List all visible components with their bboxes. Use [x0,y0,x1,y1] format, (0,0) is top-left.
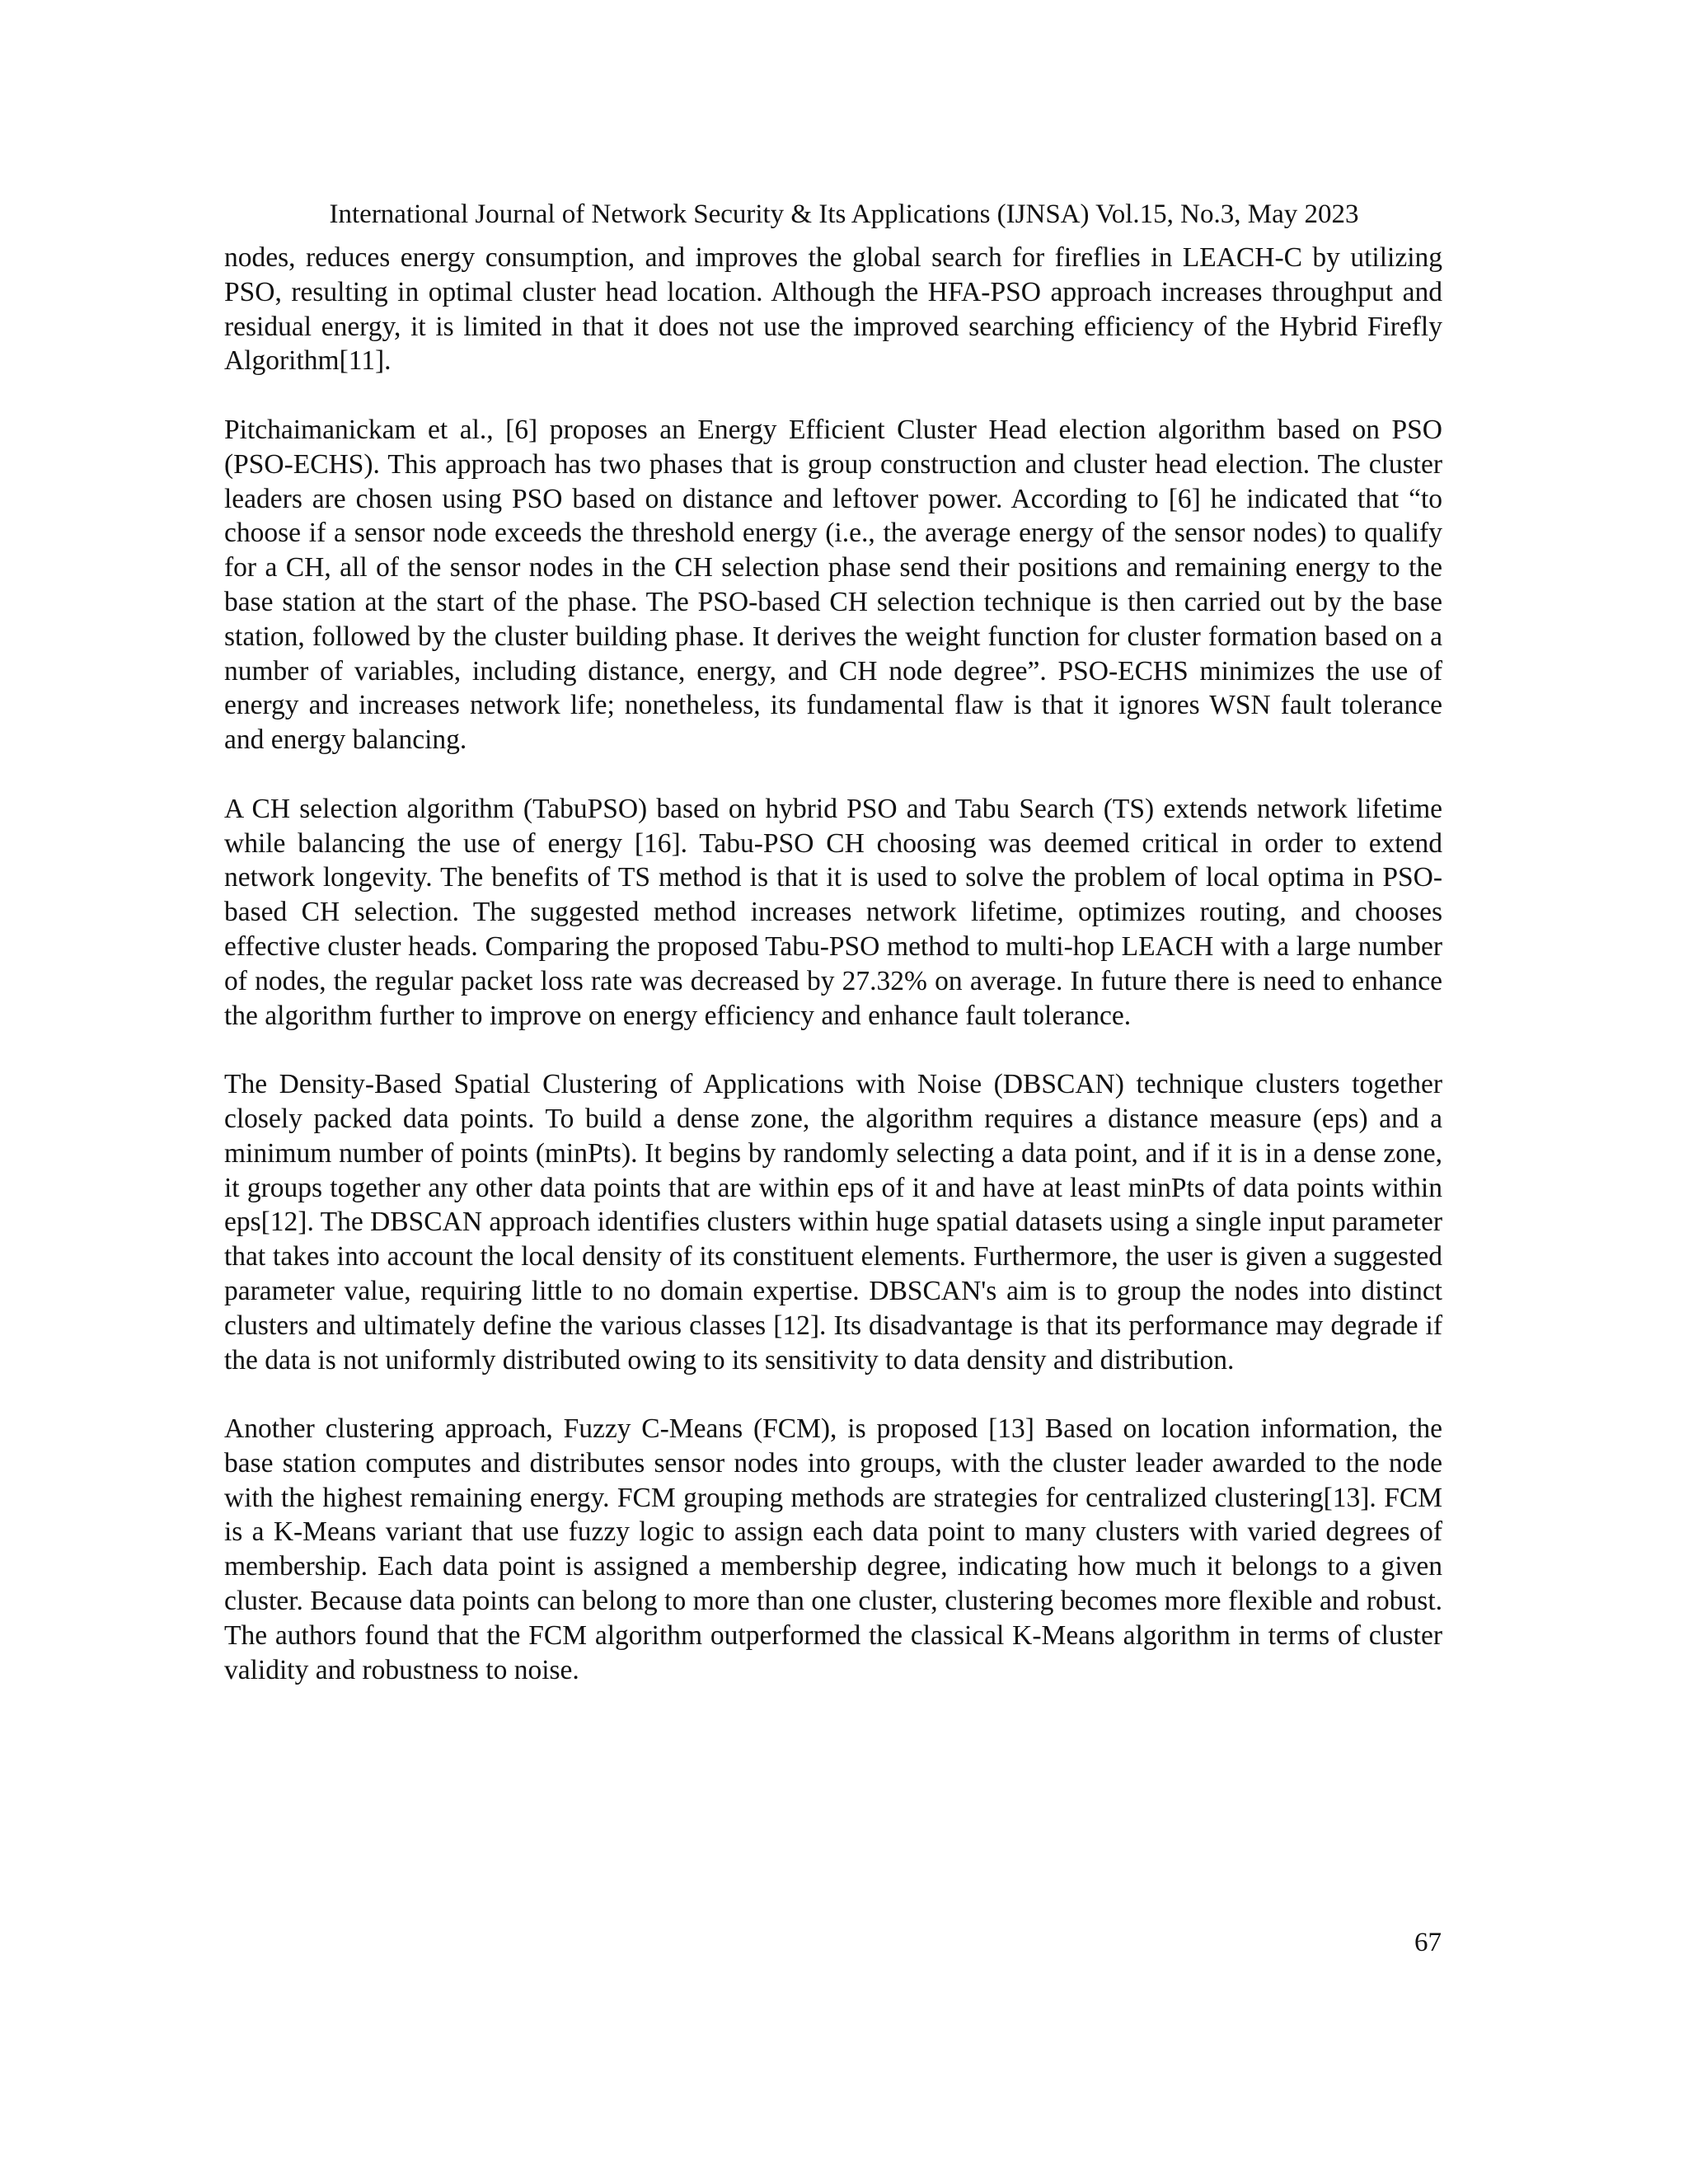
running-header: International Journal of Network Security & Its Applications (IJNSA) Vol.15, No.3, May 2023 [329,199,1359,229]
paragraph-hfa-pso: nodes, reduces energy consumption, and improves the global search for fireflies in LEACH-C by utilizing PSO, resulting in optimal cluster head location. Although the HFA-PSO approach increases throughput and residual energy, it is limited in that it does not use the improved searching efficiency of the Hybrid Firefly Algorithm[11]. [224,242,1442,377]
body-text [224,241,1442,1687]
paragraph-fcm: Another clustering approach, Fuzzy C-Means (FCM), is proposed [13] Based on location information, the base station computes and distributes sensor nodes into groups, with the cluster leader awarded to the node with the highest remaining energy. FCM grouping methods are strategies for centralized clustering[13]. FCM is a K-Means variant that use fuzzy logic to assign each data point to many clusters with varied degrees of membership. Each data point is assigned a membership degree, indicating how much it belongs to a given cluster. Because data points can belong to more than one cluster, clustering becomes more flexible and robust. The authors found that the FCM algorithm outperformed the classical K-Means algorithm in terms of cluster validity and robustness to noise. [224,1413,1442,1685]
paragraph-dbscan: The Density-Based Spatial Clustering of Applications with Noise (DBSCAN) technique clusters together closely packed data points. To build a dense zone, the algorithm requires a distance measure (eps) and a minimum number of points (minPts). It begins by randomly selecting a data point, and if it is in a dense zone, it groups together any other data points that are within eps of it and have at least minPts of data points within eps[12]. The DBSCAN approach identifies clusters within huge spatial datasets using a single input parameter that takes into account the local density of its constituent elements. Furthermore, the user is given a suggested parameter value, requiring little to no domain expertise. DBSCAN's aim is to group the nodes into distinct clusters and ultimately define the various classes [12]. Its disadvantage is that its performance may degrade if the data is not uniformly distributed owing to its sensitivity to data density and distribution. [224,1069,1442,1376]
paragraph-tabu-pso: A CH selection algorithm (TabuPSO) based on hybrid PSO and Tabu Search (TS) extends network lifetime while balancing the use of energy [16]. Tabu-PSO CH choosing was deemed critical in order to extend network longevity. The benefits of TS method is that it is used to solve the problem of local optima in PSO-based CH selection. The suggested method increases network lifetime, optimizes routing, and chooses effective cluster heads. Comparing the proposed Tabu-PSO method to multi-hop LEACH with a large number of nodes, the regular packet loss rate was decreased by 27.32% on average. In future there is need to enhance the algorithm further to improve on energy efficiency and enhance fault tolerance. [224,793,1442,1031]
paragraph-pso-echs: Pitchaimanickam et al., [6] proposes an Energy Efficient Cluster Head election algorithm based on PSO (PSO-ECHS). This approach has two phases that is group construction and cluster head election. The cluster leaders are chosen using PSO based on distance and leftover power. According to [6] he indicated that “to choose if a sensor node exceeds the threshold energy (i.e., the average energy of the sensor nodes) to qualify for a CH, all of the sensor nodes in the CH selection phase send their positions and remaining energy to the base station at the start of the phase. The PSO-based CH selection technique is then carried out by the base station, followed by the cluster building phase. It derives the weight function for cluster formation based on a number of variables, including distance, energy, and CH node degree”. PSO-ECHS minimizes the use of energy and increases network life; nonetheless, its fundamental flaw is that it ignores WSN fault tolerance and energy balancing. [224,414,1442,756]
page-number: 67 [1414,1928,1442,1957]
